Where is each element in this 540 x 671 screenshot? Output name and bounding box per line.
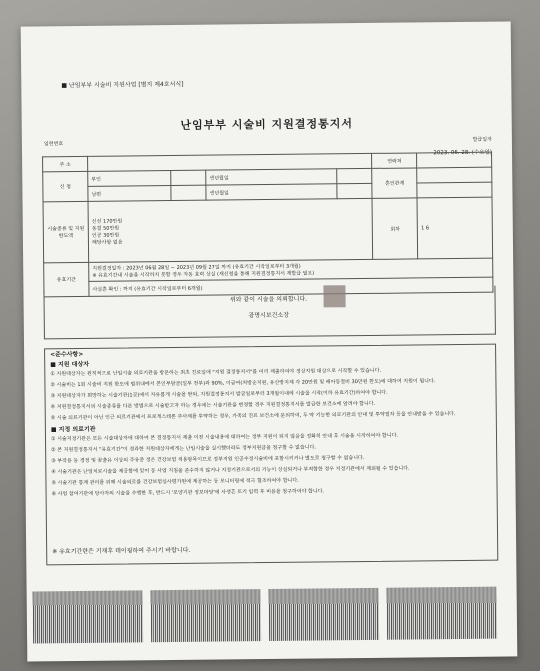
section1-item: ③ 지원대상자가 희망하는 시술기관(1곳)에서 자유롭게 시술을 받되, 지원결정통지서 발급일로부터 3개월이내에 시술을 시작(이하 유효기간)하여야 합니다. xyxy=(50,389,388,400)
section1-item: ⑤ 시술 의료기관이 아닌 인근 의료기관에서 프로게스테론 주사제를 투약하는 경우, 가족의 진료 보건소에 문의하여, 두 약 기능한 의료기관의 안내 및 투약절차 등을 안내받을 수 있습니다. xyxy=(50,411,456,422)
info-table xyxy=(42,152,493,298)
birth-label: 생년월일 xyxy=(206,169,337,185)
option-frozen: 동결 xyxy=(91,225,102,232)
treatment-label: 시술종류 및 지원한도액 xyxy=(43,201,89,262)
validity-note: ※ 유효기간내 시술을 시작하지 못할 경우 자동 효력 상실 (재신청을 통해 지원결정통지서 재발급 필요) xyxy=(92,270,315,279)
marriage-label: 혼인관계 xyxy=(372,168,417,198)
document-paper xyxy=(21,21,518,661)
notice-text: 위와 같이 시술을 의뢰합니다. xyxy=(229,295,308,304)
header-line: ■ 난임부부 시술비 지원사업 [별지 제4호서식] xyxy=(61,80,184,90)
official-stamp xyxy=(323,285,345,307)
option-fresh: 신선 xyxy=(91,218,102,225)
section1-item: ② 시술비는 1회 시술비 지원 한도에 범위내에서 본인부담금(일부 전부)과 90%, 이급여(처방순지원, 유산방지제 각 20만원 및 배아동결비 30만원 한도)에 대하여 지원이 됩니다. xyxy=(50,378,436,389)
section2-item: ⑥ 사업 참여기관에 당사자의 시술을 수행한 후, 반드시 '모양기관 정보마당'에 사생흔 토기 입력 후 비용을 청구하여야 합니다. xyxy=(51,488,325,498)
section1-item: ④ 지원결정통지서의 시술종류를 다른 방법으로 시술받고자 하는 경우에는 시술기관을 변경할 경우 지원결정통지서를 발급한 보건소에 알려야 합니다. xyxy=(50,400,376,411)
option-artificial-amount: 30만원 xyxy=(103,232,120,239)
document-title: 난임부부 시술비 지원결정통지서 xyxy=(180,117,354,132)
option-artificial: 인공 xyxy=(91,232,102,239)
applicant-label: 신 청 xyxy=(43,171,88,201)
contact-label: 연락처 xyxy=(372,153,417,168)
section2-item: ② 본 지원결정통지서 "유효기간"이 경과한 지원대상자에게는 난임시술을 실시했더라도 정부지원금을 청구할 수 없습니다. xyxy=(51,444,316,454)
issue-date-label: 발급일자 xyxy=(472,136,492,143)
section2-title: ■ 지정 의료기관 xyxy=(50,425,96,434)
barcode-1 xyxy=(33,590,144,643)
section1-item: ① 지원대상자는 원칙적으로 난임시술 의료기관을 방문하는 최초 진료일에 "지원 결정통지서"를 미리 제출하여야 정상지원 대상으로 시작할 수 있습니다. xyxy=(50,367,382,378)
validity-text: 지원결정일자 : 2023년 06월 28일 ~ 2023년 09월 27일 까지 (유효기간 시작일로부터 3개월) xyxy=(92,263,301,272)
section1-title: ■ 지원 대상자 xyxy=(50,360,90,369)
option-none: 해당사항 없음 xyxy=(91,239,123,246)
wife-label: 부인 xyxy=(88,171,171,187)
issue-date: 2023. 06. 28. (수요일) xyxy=(433,149,493,157)
husband-label: 남편 xyxy=(88,186,171,202)
section2-item: ④ 시술기관은 난임치료시술을 제공함에 있어 동 사업 지침을 준수하지 않거나 지정기관으로서의 기능이 상실되거나 부적합한 경우 지정기관에서 제외될 수 있습니다. xyxy=(51,465,410,476)
option-fresh-amount: 170만원 xyxy=(102,218,123,225)
barcode-2 xyxy=(151,589,262,642)
barcode-4 xyxy=(387,587,498,640)
count-value: 1 6 xyxy=(417,197,492,259)
confirm-text: 사실혼 확인 : 까지 (유효기간 시작일로부터 6개월) xyxy=(89,277,493,296)
serial-label: 일련번호 xyxy=(43,141,64,148)
address-label: 주 소 xyxy=(43,156,88,171)
birth-label-2: 생년월일 xyxy=(206,184,337,200)
section2-item: ① 시술지정기관은 모든 시술대상자에 대하여 본 결정통지서 제출 이전 시술내용에 대하여는 정부 지원이 되지 않음을 정확히 안내 후 시술을 시작하여야 합니다. xyxy=(50,432,399,443)
obligations-section xyxy=(50,347,492,503)
section2-item: ③ 부작용 등 경정 및 꿈출유 이상의 주유중 정은 건강보험 적용항목이므로 정부지원 인공수정시술비에 포함시키거나 별도로 청구할 수 없습니다. xyxy=(51,455,365,465)
footer-note: ※ 유효기간란은 기재후 테이핑하여 주시기 바랍니다. xyxy=(52,546,191,556)
issuer: 광명시보건소장 xyxy=(248,311,290,320)
obligations-title: <준수사항> xyxy=(50,350,84,359)
count-label: 회차 xyxy=(372,198,418,259)
section2-item: ⑤ 시술기관 통계 관리를 위해 시술의료를 건강보험심사평가원에 제공하는 등 모니터링에 적극 협조하여야 합니다. xyxy=(51,477,299,487)
barcode-3 xyxy=(269,588,380,641)
option-frozen-amount: 50만원 xyxy=(103,225,120,232)
validity-label: 유효기간 xyxy=(44,262,89,296)
